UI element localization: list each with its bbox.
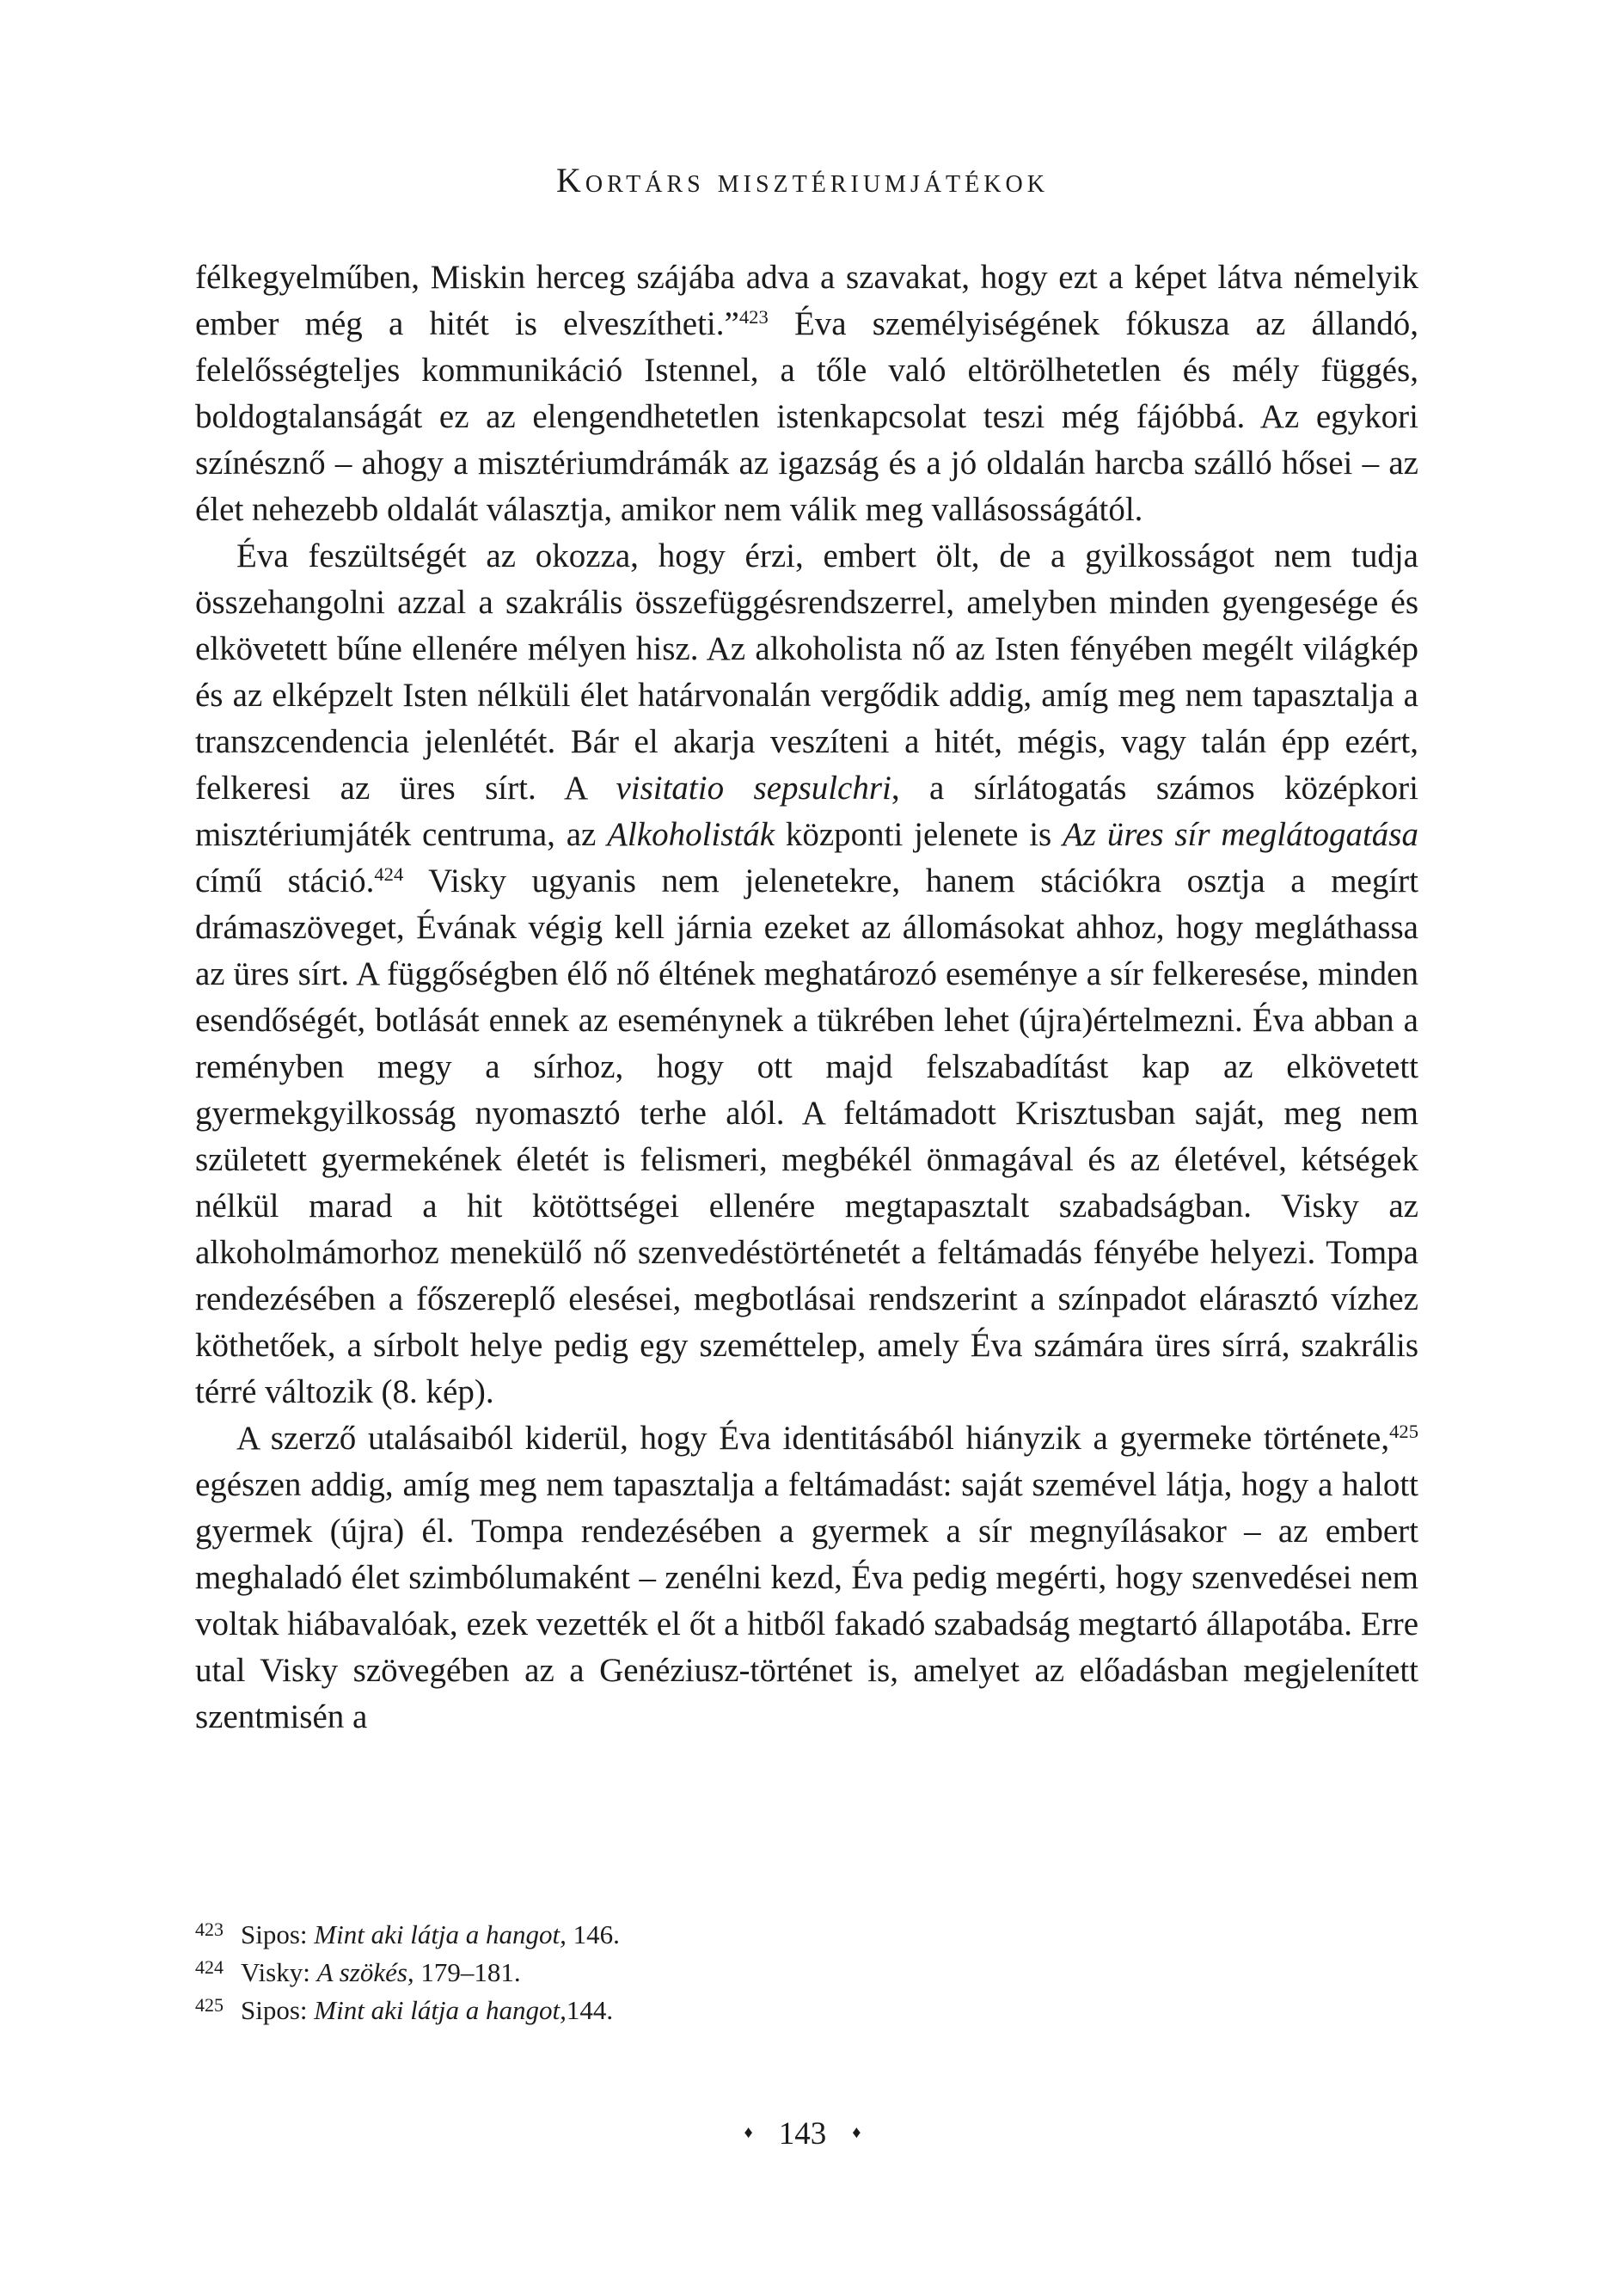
- text-run: 144.: [566, 1995, 614, 2025]
- text-run: Sipos:: [241, 1995, 315, 2025]
- text-run: , a sírlátogatás számos középkori misztériumjáték centruma, az: [195, 770, 1418, 853]
- text-run: Éva személyiségének fókusza az állandó, felelősségteljes kommunikáció Istennel, a tőle való eltörölhetetlen és mély függés, boldogtalanságát ez az elengendhetetlen istenkapcsolat teszi még fájóbbá. Az egykori színésznő – ahogy a misztériumdrámák az igazság és a jó oldalán harcba szálló hősei – az élet nehezebb oldalát választja, amikor nem válik meg vallásosságától.: [195, 305, 1418, 528]
- text-run: központi jelenete is: [775, 816, 1063, 853]
- footnote-marker: 423: [738, 306, 769, 328]
- italic-text-run: Az üres sír meglátogatása: [1063, 816, 1418, 853]
- page-footer: [0, 2115, 1605, 2152]
- text-run: 146.: [566, 1919, 620, 1949]
- text-run: Sipos:: [241, 1919, 315, 1949]
- text-run: 179–181.: [414, 1957, 521, 1987]
- italic-text-run: A szökés,: [316, 1957, 414, 1987]
- footnote: [195, 1916, 1418, 1954]
- footnote: [195, 1992, 1418, 2029]
- italic-text-run: Alkoholisták: [607, 816, 775, 853]
- footnote-number: 425: [195, 1994, 224, 2016]
- text-run: című stáció.: [195, 863, 375, 899]
- ornament-diamond-right: ♦: [852, 2123, 861, 2142]
- italic-text-run: visitatio sepsulchri: [616, 770, 891, 807]
- page-number: 143: [778, 2116, 827, 2152]
- ornament-diamond-left: ♦: [744, 2123, 753, 2142]
- body-paragraph: [195, 1415, 1418, 1740]
- text-run: A szerző utalásaiból kiderül, hogy Éva identitásából hiányzik a gyermeke története,: [236, 1420, 1390, 1457]
- body-text: [195, 255, 1418, 1740]
- text-run: Éva feszültségét az okozza, hogy érzi, embert ölt, de a gyilkosságot nem tudja összehangolni azzal a szakrális összefüggésrendszerrel, amelyben minden gyengesége és elkövetett bűne ellenére mélyen hisz. Az alkoholista nő az Isten fényében megélt világkép és az elképzelt Isten nélküli élet határvonalán vergődik addig, amíg meg nem tapasztalja a transzcendencia jelenlétét. Bár el akarja veszíteni a hitét, mégis, vagy talán épp ezért, felkeresi az üres sírt. A: [195, 537, 1418, 807]
- footnote-text: [241, 1995, 613, 2025]
- text-run: Visky ugyanis nem jelenetekre, hanem stációkra osztja a megírt drámaszöveget, Évának végig kell járnia ezeket az állomásokat ahhoz, hogy megláthassa az üres sírt. A függőségben élő nő éltének meghatározó eseménye a sír felkeresése, minden esendőségét, botlását ennek az eseménynek a tükrében lehet (újra)értelmezni. Éva abban a reményben megy a sírhoz, hogy ott majd felszabadítást kap az elkövetett gyermekgyilkosság nyomasztó terhe alól. A feltámadott Krisztusban saját, meg nem született gyermekének életét is felismeri, megbékél önmagával és az életével, kétségek nélkül marad a hit kötöttségei ellenére megtapasztalt szabadságban. Visky az alkoholmámorhoz menekülő nő szenvedéstörténetét a feltámadás fényébe helyezi. Tompa rendezésében a főszereplő elesései, megbotlásai rendszerint a színpadot elárasztó vízhez köthetőek, a sírbolt helye pedig egy szeméttelep, amely Éva számára üres sírrá, szakrális térré változik (8. kép).: [195, 863, 1419, 1410]
- footnote-marker: 424: [374, 863, 404, 885]
- text-run: Visky:: [241, 1957, 317, 1987]
- italic-text-run: Mint aki látja a hangot,: [314, 1919, 567, 1949]
- italic-text-run: Mint aki látja a hangot,: [314, 1995, 567, 2025]
- text-run: félkegyelműben, Miskin herceg szájába adva a szavakat, hogy ezt a képet látva némelyik ember még a hitét is elveszítheti.”: [195, 259, 1418, 342]
- running-header: Kortárs misztériumjátékok: [556, 161, 1049, 200]
- footnote: [195, 1954, 1418, 1992]
- body-paragraph: [195, 533, 1418, 1415]
- text-run: egészen addig, amíg meg nem tapasztalja a feltámadást: saját szemével látja, hogy a halott gyermek (újra) él. Tompa rendezésében a gyermek a sír megnyílásakor – az embert meghaladó élet szimbólumaként – zenélni kezd, Éva pedig megérti, hogy szenvedései nem voltak hiábavalóak, ezek vezették el őt a hitből fakadó szabadság megtartó állapotába. Erre utal Visky szövegében az a Genéziusz-történet is, amelyet az előadásban megjelenített szentmisén a: [195, 1466, 1418, 1735]
- body-paragraph: [195, 255, 1418, 533]
- footnote-marker: 425: [1389, 1421, 1418, 1442]
- footnote-text: [241, 1919, 620, 1949]
- footnote-number: 423: [195, 1918, 224, 1940]
- footnote-text: [241, 1957, 521, 1987]
- footnote-number: 424: [195, 1956, 224, 1978]
- footnotes: [195, 1916, 1418, 2029]
